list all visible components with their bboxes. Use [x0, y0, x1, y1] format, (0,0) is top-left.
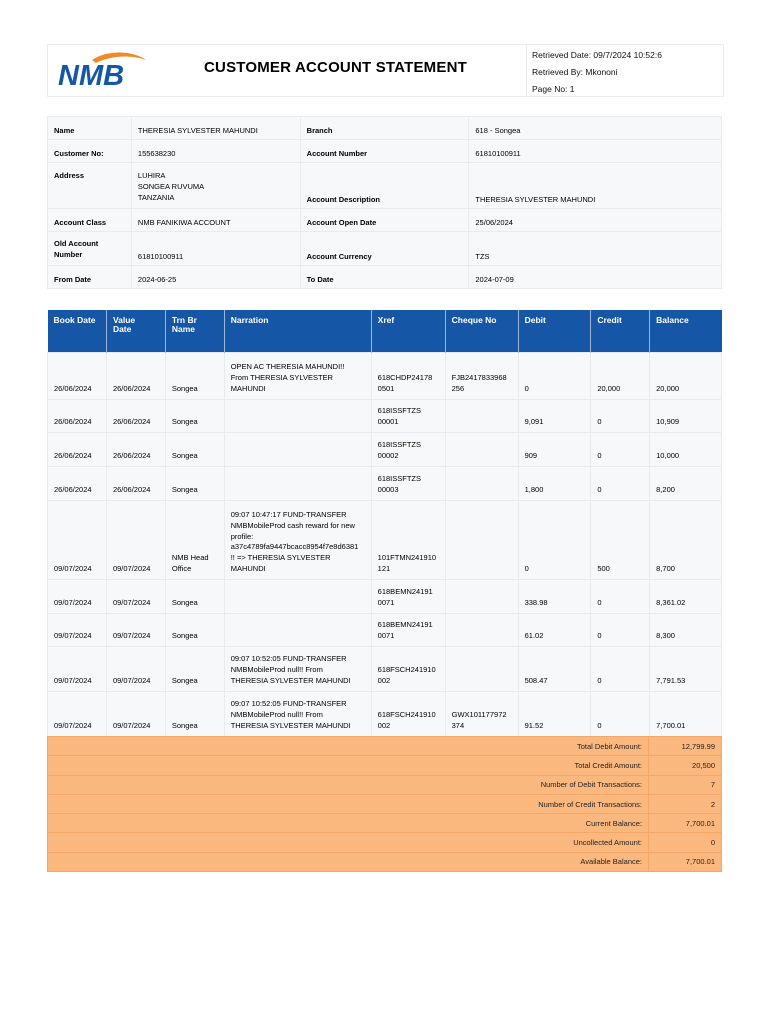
- cell-credit: 500: [591, 501, 650, 580]
- to-date-value: 2024-07-09: [469, 265, 722, 288]
- cell-line: a37c4789fa9447bcacc8954f7e8d6381: [230, 542, 359, 552]
- cell-line: 618BEMN24191: [377, 620, 433, 630]
- cell-cheque: [445, 580, 518, 614]
- account-number-label: Account Number: [300, 140, 469, 163]
- col-trn-br-line: Name: [171, 323, 196, 334]
- cell-branch: [165, 353, 224, 400]
- cell-line: 618BEMN24191: [377, 587, 433, 597]
- cell-value-date: 09/07/2024: [106, 614, 165, 647]
- info-row: [48, 140, 722, 163]
- cell-branch: [165, 692, 224, 737]
- cell-cheque: [445, 400, 518, 433]
- summary-value: 12,799.99: [649, 737, 722, 756]
- old-account-value: 61810100911: [131, 231, 300, 265]
- summary-row: [48, 775, 722, 794]
- cell-credit: 0: [591, 467, 650, 501]
- cell-value-date: 09/07/2024: [106, 501, 165, 580]
- cell-book-date: 09/07/2024: [48, 614, 107, 647]
- cell-narration: [224, 400, 371, 433]
- summary-value: 2: [649, 794, 722, 813]
- cell-xref: [371, 614, 445, 647]
- summary-label: Total Credit Amount:: [48, 756, 649, 775]
- cell-line: 618FSCH241910: [377, 710, 436, 720]
- cell-xref: [371, 433, 445, 467]
- cell-xref: [371, 400, 445, 433]
- table-row: [48, 614, 722, 647]
- account-open-date-label: Account Open Date: [300, 208, 469, 231]
- summary-value: 7: [649, 775, 722, 794]
- table-row: [48, 467, 722, 501]
- info-row: [48, 163, 722, 209]
- cell-line: OPEN AC THERESIA MAHUNDI!!: [230, 362, 345, 372]
- cell-line: 256: [451, 384, 465, 394]
- cell-debit: 0: [518, 353, 591, 400]
- col-balance: Balance: [650, 310, 722, 353]
- cell-line: 0501: [377, 384, 395, 394]
- cell-line: MAHUNDI: [230, 564, 266, 574]
- cell-line: Songea: [171, 676, 198, 686]
- account-number-value: 61810100911: [469, 140, 722, 163]
- cell-xref: [371, 580, 445, 614]
- nmb-logo: [56, 51, 148, 91]
- cell-line: THERESIA SYLVESTER MAHUNDI: [230, 721, 351, 731]
- summary-table: [47, 736, 722, 872]
- cell-line: 00001: [377, 417, 399, 427]
- summary-value: 7,700.01: [649, 814, 722, 833]
- summary-body: [48, 737, 722, 872]
- cell-debit: 508.47: [518, 647, 591, 692]
- cell-xref: [371, 692, 445, 737]
- cell-line: THERESIA SYLVESTER MAHUNDI: [230, 676, 351, 686]
- branch-value: 618 - Songea: [469, 117, 722, 140]
- cell-line: 121: [377, 564, 391, 574]
- cell-line: From THERESIA SYLVESTER: [230, 373, 333, 383]
- transactions-table: [47, 310, 722, 737]
- cell-line: profile:: [230, 531, 254, 541]
- cell-balance: 8,200: [650, 467, 722, 501]
- cell-value-date: 26/06/2024: [106, 353, 165, 400]
- from-date-value: 2024-06-25: [131, 265, 300, 288]
- cell-xref: [371, 501, 445, 580]
- svg-text:NMB: NMB: [58, 60, 125, 91]
- cell-line: 00003: [377, 485, 399, 495]
- address-line: LUHIRA: [137, 171, 166, 180]
- cell-line: 0071: [377, 598, 395, 608]
- cell-line: Songea: [171, 485, 198, 495]
- address-line: TANZANIA: [137, 192, 175, 202]
- cell-book-date: 09/07/2024: [48, 580, 107, 614]
- page-title: CUSTOMER ACCOUNT STATEMENT: [204, 59, 467, 76]
- cell-line: GWX101177972: [451, 710, 507, 720]
- cell-line: 09:07 10:52:05 FUND-TRANSFER: [230, 654, 347, 664]
- cell-balance: 10,909: [650, 400, 722, 433]
- cell-credit: 0: [591, 692, 650, 737]
- account-class-label: Account Class: [48, 208, 132, 231]
- cell-line: 002: [377, 721, 391, 731]
- cell-line: Songea: [171, 451, 198, 461]
- cell-line: 00002: [377, 451, 399, 461]
- cell-line: NMBMobileProd cash reward for new: [230, 520, 355, 530]
- cell-book-date: 26/06/2024: [48, 400, 107, 433]
- cell-debit: 1,800: [518, 467, 591, 501]
- col-value-date-line: Value: [112, 315, 136, 325]
- cell-balance: 20,000: [650, 353, 722, 400]
- account-description-value: THERESIA SYLVESTER MAHUNDI: [469, 163, 722, 209]
- retrieved-date: Retrieved Date: 09/7/2024 10:52:6: [532, 50, 662, 60]
- cell-cheque: [445, 647, 518, 692]
- cell-cheque: [445, 501, 518, 580]
- summary-value: 20,500: [649, 756, 722, 775]
- cell-branch: [165, 580, 224, 614]
- cell-narration: [224, 580, 371, 614]
- col-narration: Narration: [224, 310, 371, 353]
- cell-line: Songea: [171, 721, 198, 731]
- table-row: [48, 353, 722, 400]
- cell-line: 101FTMN241910: [377, 553, 437, 563]
- table-row: [48, 692, 722, 737]
- cell-book-date: 26/06/2024: [48, 353, 107, 400]
- cell-book-date: 09/07/2024: [48, 501, 107, 580]
- cell-cheque: [445, 692, 518, 737]
- cell-line: NMBMobileProd null!! From: [230, 710, 323, 720]
- cell-debit: 338.98: [518, 580, 591, 614]
- summary-row: [48, 756, 722, 775]
- account-description-label: Account Description: [300, 163, 469, 209]
- cell-book-date: 09/07/2024: [48, 647, 107, 692]
- cell-line: FJB2417833968: [451, 373, 507, 383]
- cell-line: 618ISSFTZS: [377, 474, 422, 484]
- account-class-value: NMB FANIKIWA ACCOUNT: [131, 208, 300, 231]
- cell-debit: 0: [518, 501, 591, 580]
- summary-label: Number of Debit Transactions:: [48, 775, 649, 794]
- info-row: [48, 231, 722, 265]
- cell-line: MAHUNDI: [230, 384, 266, 394]
- cell-narration: [224, 692, 371, 737]
- statement-header: [47, 44, 724, 97]
- cell-book-date: 26/06/2024: [48, 467, 107, 501]
- cell-line: 618FSCH241910: [377, 665, 436, 675]
- cell-balance: 7,700.01: [650, 692, 722, 737]
- cell-cheque: [445, 614, 518, 647]
- customer-no-value: 155638230: [131, 140, 300, 163]
- cell-xref: [371, 647, 445, 692]
- cell-balance: 8,361.02: [650, 580, 722, 614]
- old-account-label-line: Old Account: [54, 238, 99, 248]
- summary-value: 7,700.01: [649, 852, 722, 871]
- col-book-date: Book Date: [48, 310, 107, 353]
- cell-narration: [224, 467, 371, 501]
- cell-line: 0071: [377, 631, 395, 641]
- cell-balance: 10,000: [650, 433, 722, 467]
- cell-value-date: 26/06/2024: [106, 467, 165, 501]
- cell-credit: 0: [591, 614, 650, 647]
- old-account-label: [48, 231, 132, 265]
- table-row: [48, 647, 722, 692]
- summary-label: Total Debit Amount:: [48, 737, 649, 756]
- cell-value-date: 26/06/2024: [106, 433, 165, 467]
- cell-debit: 9,091: [518, 400, 591, 433]
- account-info-table: [47, 116, 722, 289]
- col-trn-br-line: Trn Br: [171, 315, 197, 325]
- cell-line: 002: [377, 676, 391, 686]
- cell-narration: [224, 353, 371, 400]
- cell-branch: [165, 467, 224, 501]
- cell-book-date: 09/07/2024: [48, 692, 107, 737]
- page-number: Page No: 1: [532, 84, 575, 94]
- cell-balance: 8,300: [650, 614, 722, 647]
- summary-row: [48, 737, 722, 756]
- transactions-body: [48, 353, 722, 737]
- cell-credit: 0: [591, 580, 650, 614]
- col-credit: Credit: [591, 310, 650, 353]
- cell-value-date: 09/07/2024: [106, 580, 165, 614]
- info-row: [48, 265, 722, 288]
- cell-line: 618ISSFTZS: [377, 440, 422, 450]
- summary-label: Number of Credit Transactions:: [48, 794, 649, 813]
- retrieval-meta: [526, 45, 723, 96]
- cell-cheque: [445, 467, 518, 501]
- to-date-label: To Date: [300, 265, 469, 288]
- cell-narration: [224, 614, 371, 647]
- address-label: Address: [48, 163, 132, 209]
- cell-debit: 91.52: [518, 692, 591, 737]
- summary-row: [48, 814, 722, 833]
- retrieved-by: Retrieved By: Mkononi: [532, 67, 618, 77]
- cell-value-date: 09/07/2024: [106, 647, 165, 692]
- cell-cheque: [445, 433, 518, 467]
- cell-balance: 8,700: [650, 501, 722, 580]
- cell-line: NMB Head: [171, 553, 209, 563]
- table-row: [48, 400, 722, 433]
- cell-credit: 20,000: [591, 353, 650, 400]
- summary-label: Available Balance:: [48, 852, 649, 871]
- cell-narration: [224, 647, 371, 692]
- table-row: [48, 501, 722, 580]
- cell-branch: [165, 647, 224, 692]
- cell-narration: [224, 433, 371, 467]
- account-currency-label: Account Currency: [300, 231, 469, 265]
- summary-label: Uncollected Amount:: [48, 833, 649, 852]
- summary-row: [48, 794, 722, 813]
- cell-book-date: 26/06/2024: [48, 433, 107, 467]
- cell-line: Office: [171, 564, 192, 574]
- cell-xref: [371, 467, 445, 501]
- col-cheque-no: Cheque No: [445, 310, 518, 353]
- summary-value: 0: [649, 833, 722, 852]
- info-row: [48, 208, 722, 231]
- col-xref: Xref: [371, 310, 445, 353]
- cell-line: Songea: [171, 384, 198, 394]
- cell-cheque: [445, 353, 518, 400]
- table-row: [48, 433, 722, 467]
- cell-debit: 909: [518, 433, 591, 467]
- cell-debit: 61.02: [518, 614, 591, 647]
- account-currency-value: TZS: [469, 231, 722, 265]
- old-account-label-line: Number: [54, 249, 83, 259]
- cell-line: 618ISSFTZS: [377, 406, 422, 416]
- cell-branch: [165, 614, 224, 647]
- cell-branch: [165, 433, 224, 467]
- summary-row: [48, 852, 722, 871]
- from-date-label: From Date: [48, 265, 132, 288]
- col-debit: Debit: [518, 310, 591, 353]
- branch-label: Branch: [300, 117, 469, 140]
- table-row: [48, 580, 722, 614]
- cell-line: 09:07 10:47:17 FUND-TRANSFER: [230, 509, 347, 519]
- col-value-date: [106, 310, 165, 353]
- cell-branch: [165, 501, 224, 580]
- address-value: [131, 163, 300, 209]
- cell-line: !! => THERESIA SYLVESTER: [230, 553, 331, 563]
- cell-line: 374: [451, 721, 465, 731]
- summary-label: Current Balance:: [48, 814, 649, 833]
- cell-line: Songea: [171, 417, 198, 427]
- cell-credit: 0: [591, 400, 650, 433]
- cell-line: Songea: [171, 631, 198, 641]
- name-value: THERESIA SYLVESTER MAHUNDI: [131, 117, 300, 140]
- cell-line: 618CHDP24178: [377, 373, 433, 383]
- cell-narration: [224, 501, 371, 580]
- cell-line: 09:07 10:52:05 FUND-TRANSFER: [230, 699, 347, 709]
- cell-branch: [165, 400, 224, 433]
- table-header-row: [48, 310, 722, 353]
- account-open-date-value: 25/06/2024: [469, 208, 722, 231]
- cell-balance: 7,791.53: [650, 647, 722, 692]
- summary-row: [48, 833, 722, 852]
- cell-credit: 0: [591, 433, 650, 467]
- cell-value-date: 26/06/2024: [106, 400, 165, 433]
- cell-credit: 0: [591, 647, 650, 692]
- name-label: Name: [48, 117, 132, 140]
- cell-value-date: 09/07/2024: [106, 692, 165, 737]
- customer-no-label: Customer No:: [48, 140, 132, 163]
- cell-xref: [371, 353, 445, 400]
- address-line: SONGEA RUVUMA: [137, 181, 205, 191]
- cell-line: NMBMobileProd null!! From: [230, 665, 323, 675]
- info-row: [48, 117, 722, 140]
- cell-line: Songea: [171, 598, 198, 608]
- col-trn-br-name: [165, 310, 224, 353]
- col-value-date-line: Date: [112, 323, 132, 334]
